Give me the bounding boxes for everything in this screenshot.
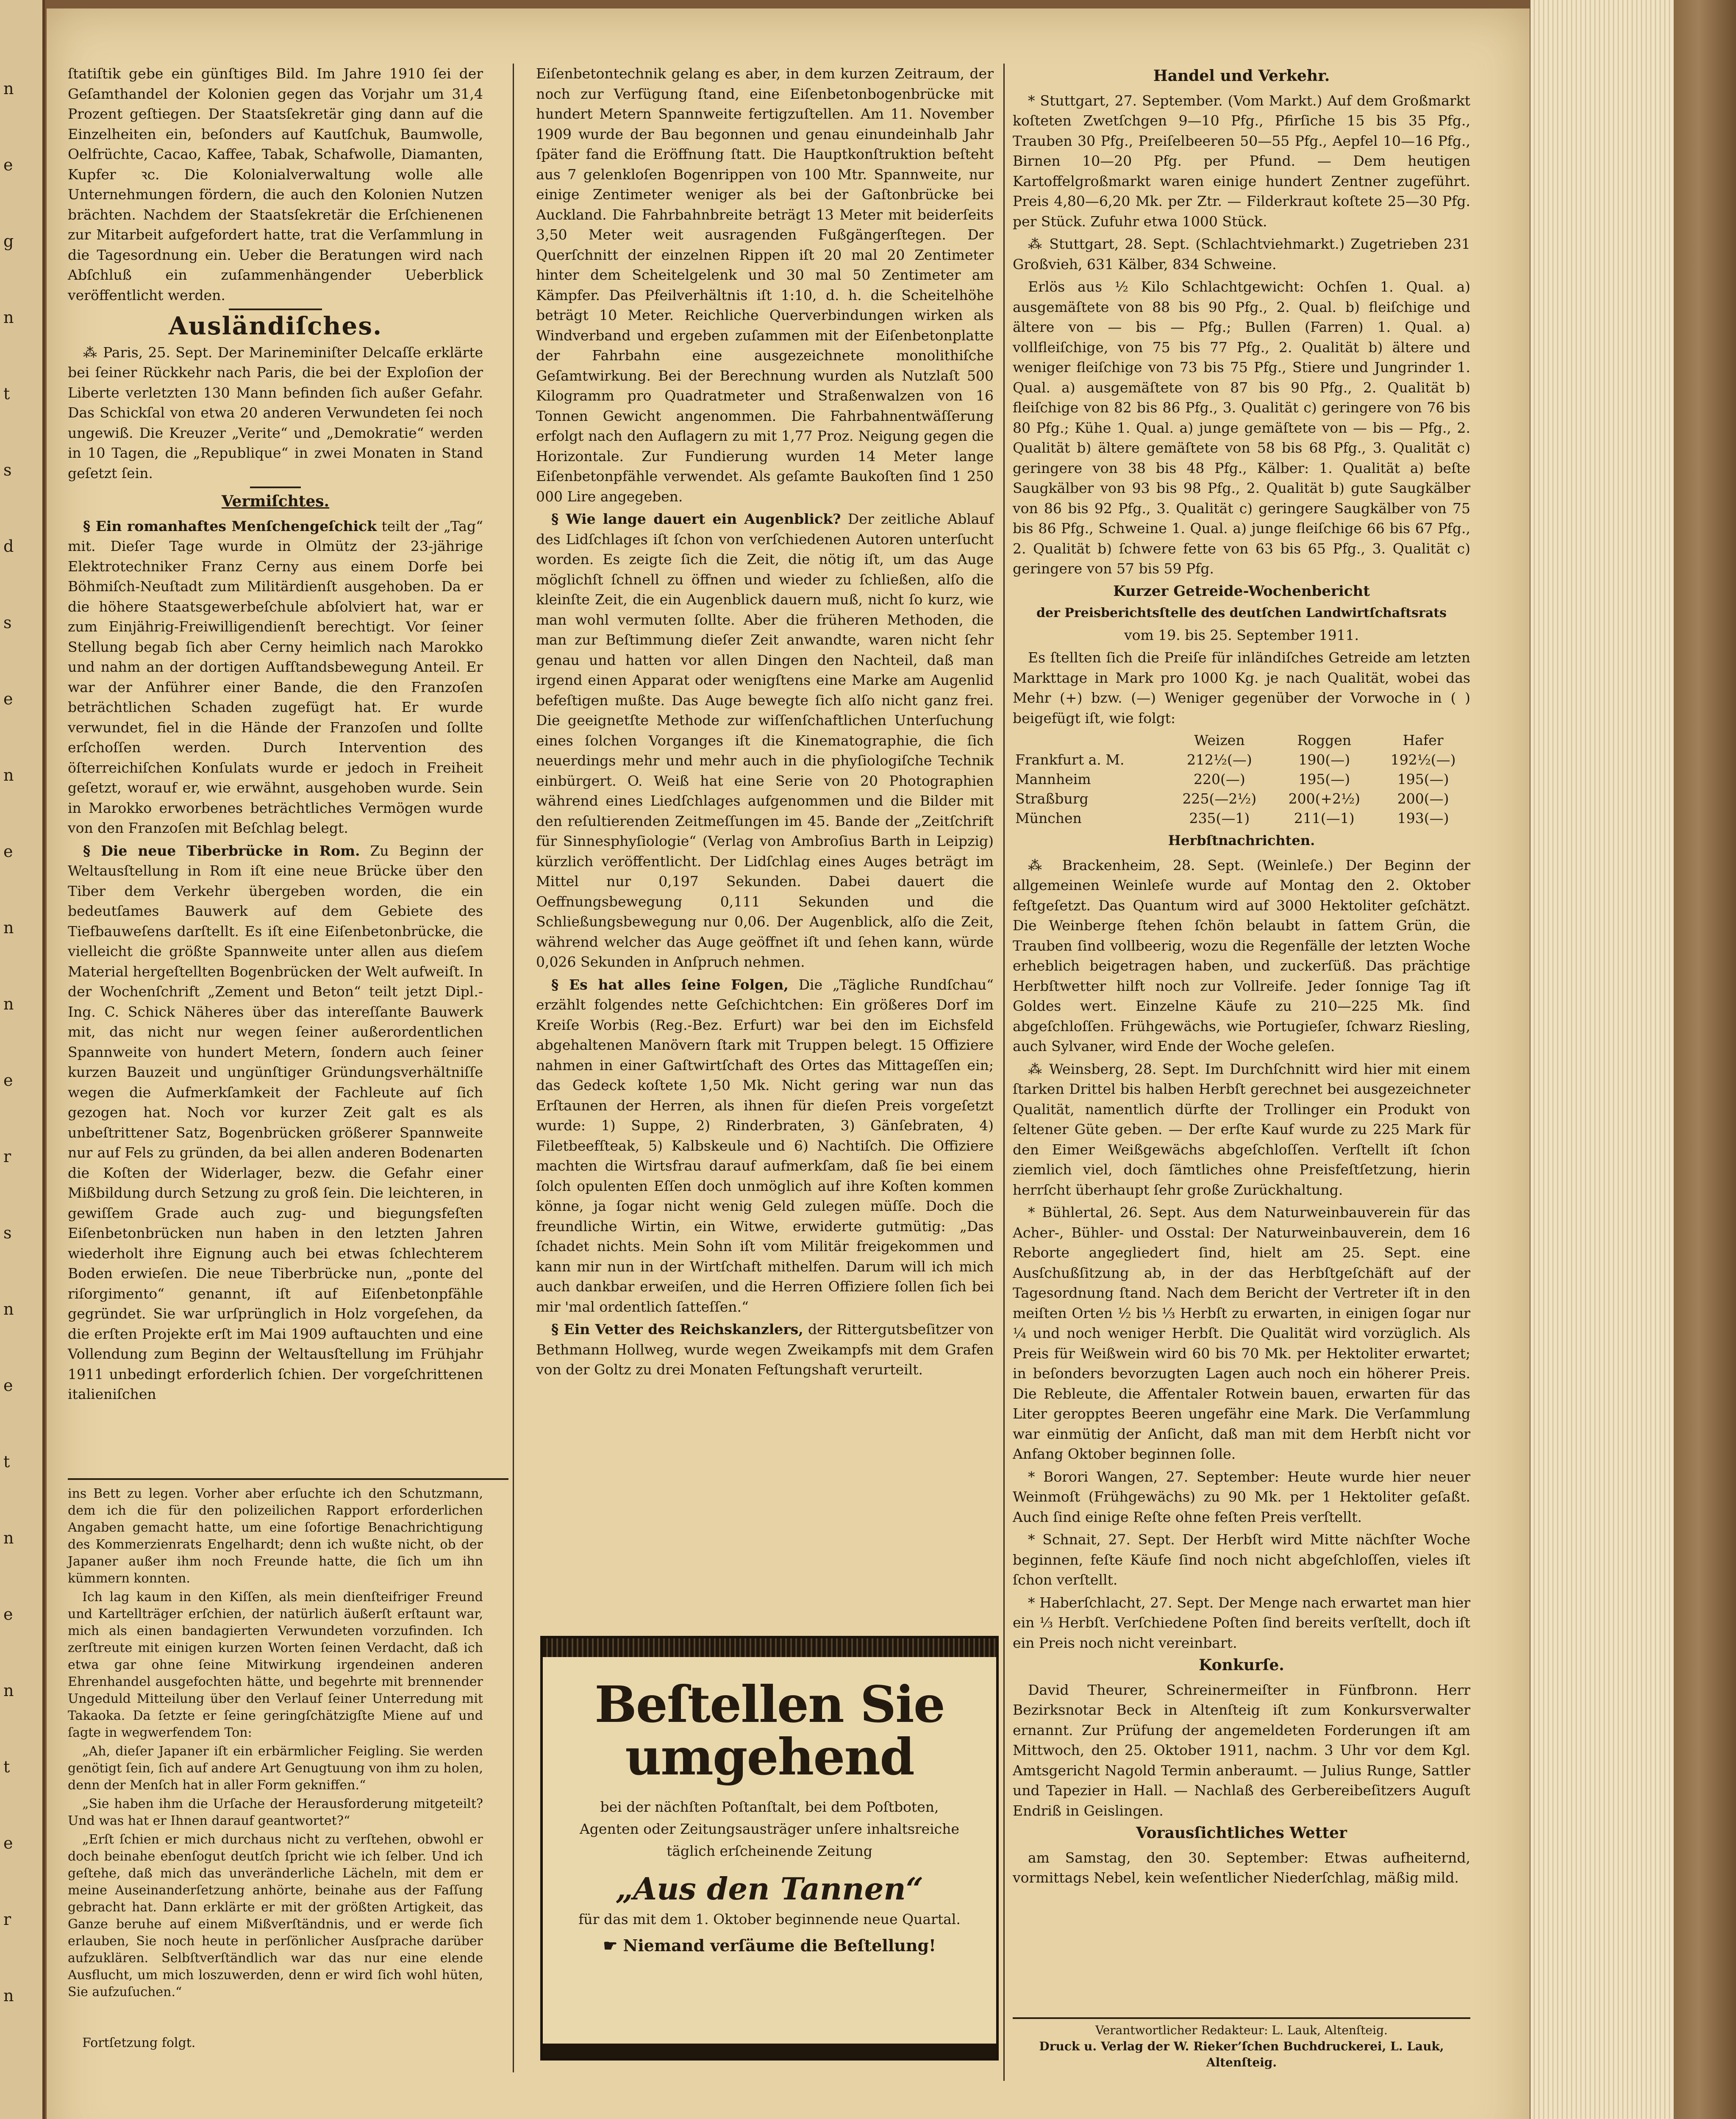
section-rule (250, 487, 301, 488)
article-wetter: am Samstag, den 30. September: Etwas aufheiternd, vormittags Nebel, kein weſentlicher Niederſchlag, mäßig mild. (1013, 1849, 1470, 1886)
grain-price: 200(—) (1397, 790, 1449, 807)
prev-page-letter: n (3, 1300, 14, 1318)
article-tiberbruecke (68, 841, 483, 1404)
ad-quarter: für das mit dem 1. Oktober beginnende neue Quartal. (578, 1910, 961, 1927)
editor-line: Verantwortlicher Redakteur: L. Lauk, Altenſteig. (1013, 2017, 1470, 2038)
novel-separator-rule (68, 1478, 508, 1480)
getreide-title: Kurzer Getreide-Wochenbericht (1113, 582, 1370, 600)
novel-paragraph: Ich lag kaum in den Kiſſen, als mein dienſteifriger Freund und Kartellträger erſchien, der natürlich äußerſt erſtaunt war, mich als einen bandagierten Verwundeten vorzufinden. Ich zerſtreute mit einigen kurzen Worten ſeinen Verdacht, daß ich etwa gar ohne ſeine Mitwirkung irgendeinen anderen Ehrenhandel ausgefochten hätte, und begehrte mit brennender Ungeduld Mitteilung über den Verlauf ſeiner Unterredung mit Takaoka. Da ſetzte er ſeine geringſchätzigſte Miene auf und ſagte in wegwerfendem Ton: (68, 1590, 483, 1740)
article-text: Der zeitliche Ablauf des Lidſchlages iſt ſchon von verſchiedenen Autoren unterſucht worden. Es zeigte ſich die Zeit, die nötig iſt, um das Auge möglichſt ſchnell zu öffnen und wieder zu ſchließen, alſo die kleinſte Zeit, die ein Augenblick dauern muß, nicht ſo kurz, wie man wohl vermuten ſollte. Aber die früheren Methoden, die man zur Beſtimmung dieſer Zeit anwandte, waren nicht ſehr genau und hatten vor allen Dingen den Nachteil, daß man irgend einen Apparat oder wenigſtens eine Marke am Augenlid befeſtigen mußte. Das Auge bewegte ſich alſo nicht ganz frei. Die geeignetſte Methode zur wiſſenſchaftlichen Unterſuchung eines ſolchen Vorganges iſt die Kinematographie, die ſich neuerdings mehr und mehr auch in die phyſiologiſche Technik einbürgert. O. Weiß hat eine Serie von 20 Photographien während eines Liedſchlages aufgenommen und die Bilder mit den reſultierenden Zeitmeſſungen im 45. Bande der „Zeitſchrift für Sinnesphyſiologie“ (Verlag von Ambroſius Barth in Leipzig) kürzlich veröffentlicht. Der Lidſchlag eines Auges beträgt im Mittel nur 0,197 Sekunden. Dabei dauert die Oeffnungsbewegung 0,111 Sekunden und die Schließungsbewegung nur 0,06. Der Augenblick, alſo die Zeit, während welcher das Auge geöffnet iſt und ſehen kann, würde 0,026 Sekunden in Anſpruch nehmen. (536, 511, 994, 970)
prev-page-letter: n (3, 918, 14, 937)
prev-page-letter: e (3, 1834, 13, 1852)
grain-city: Straßburg (1015, 790, 1089, 807)
grain-price-table (1013, 731, 1470, 828)
column-rule-1 (513, 64, 514, 2072)
section-title-herbst: Herbſtnachrichten. (1168, 832, 1315, 848)
prev-page-letter: d (3, 537, 14, 556)
section-title-vermischtes: Vermiſchtes. (221, 492, 330, 510)
grain-price: 193(—) (1397, 810, 1449, 826)
prev-page-letter: r (3, 1910, 11, 1929)
article-markt: * Stuttgart, 27. September. (Vom Markt.) Auf dem Großmarkt koſteten Zwetſchgen 9—10 Pfg., Pfirſiche 15 bis 35 Pfg., Trauben 30 Pfg., Preiſelbeeren 50—55 Pfg., Aepfel 10—16 Pfg., Birnen 10—20 Pfg. per Pfund. — Dem heutigen Kartoffelgroßmarkt waren einige hundert Zentner zugeführt. Preis 4,80—6,20 Mk. per Ztr. — Filderkraut koſtete 25—30 Pfg. per Stück. Zufuhr etwa 1000 Stück. (1013, 92, 1470, 230)
grain-col-header: Hafer (1403, 732, 1444, 748)
article-heading: § Es hat alles ſeine Folgen, (551, 976, 789, 993)
prev-page-letter: t (3, 384, 10, 403)
grain-price: 200(+2½) (1288, 790, 1360, 807)
prev-page-letter: n (3, 1986, 14, 2005)
ad-body: bei der nächſten Poſtanſtalt, bei dem Poſtboten, Agenten oder Zeitungsausträger unſere inhaltsreiche täglich erſcheinende Zeitung (579, 1798, 960, 1859)
prev-page-letter: e (3, 1605, 13, 1624)
article-text: der Rittergutsbeſitzer von Bethmann Hollweg, wurde wegen Zweikampfs mit dem Grafen von der Goltz zu drei Monaten Feſtungshaft verurteilt. (536, 1321, 994, 1378)
column-1 (68, 64, 483, 1407)
article-romanhaft (68, 516, 483, 838)
novel-paragraph: „Sie haben ihm die Urſache der Herausforderung mitgeteilt? Und was hat er Ihnen darauf geantwortet?“ (68, 1796, 483, 1828)
section-title-auslaendisches: Ausländiſches. (168, 311, 383, 340)
prev-page-letter: n (3, 308, 14, 327)
section-rule (229, 309, 322, 310)
prev-page-letter: n (3, 766, 14, 784)
getreide-date: vom 19. bis 25. September 1911. (1124, 626, 1359, 643)
prev-page-letter: s (3, 613, 12, 632)
prev-page-letter: t (3, 1757, 10, 1776)
prev-page-letter: n (3, 1681, 14, 1700)
grain-price: 212½(—) (1186, 751, 1252, 768)
article-heading: § Ein Vetter des Reichskanzlers, (551, 1321, 803, 1338)
getreide-subtitle: der Preisberichtsſtelle des deutſchen Landwirtſchaftsrats (1036, 606, 1447, 620)
ad-top-band (543, 1638, 996, 1657)
table-row (1013, 750, 1470, 770)
prev-page-letter: e (3, 1376, 13, 1395)
ad-reminder (543, 1936, 996, 1955)
ad-bottom-band (543, 2044, 996, 2058)
grain-city: Mannheim (1015, 771, 1091, 787)
prev-page-letter: s (3, 461, 12, 479)
grain-col-header: Roggen (1297, 732, 1352, 748)
article-konkurse: David Theurer, Schreinermeiſter in Fünfbronn. Herr Bezirksnotar Beck in Altenſteig iſt zum Konkursverwalter ernannt. Zur Prüfung der angemeldeten Forderungen iſt am Mittwoch, den 25. Oktober 1911, nachm. 3 Uhr vor dem Kgl. Amtsgericht Nagold Termin anberaumt. — Julius Runge, Sattler und Tapezier in Hall. — Nachlaß des Gerbereibeſitzers Auguſt Endriß in Geislingen. (1013, 1681, 1470, 1819)
article-heading: § Wie lange dauert ein Augenblick? (551, 511, 841, 527)
section-title-konkurse: Konkurſe. (1199, 1656, 1284, 1674)
column-rule-2 (1003, 64, 1005, 2081)
grain-price: 211(—1) (1294, 810, 1355, 826)
article-heading: § Ein romanhaftes Menſchengeſchick (83, 517, 377, 534)
article-erloes: Erlös aus ½ Kilo Schlachtgewicht: Ochſen 1. Qual. a) ausgemäſtete von 88 bis 90 Pfg., 2. Qual. b) fleiſchige und ältere von — bis — Pfg.; Bullen (Farren) 1. Qual. a) vollfleiſchige, von 75 bis 77 Pfg., 2. Qualität b) ältere und weniger fleiſchige von 73 bis 75 Pfg., Stiere und Jungrinder 1. Qual. a) ausgemäſtete von 87 bis 90 Pfg., 2. Qualität b) fleiſchige von 82 bis 86 Pfg., 3. Qualität c) geringere von 76 bis 80 Pfg.; Kühe 1. Qual. a) junge gemäſtete von — bis — Pfg., 2. Qualität b) ältere gemäſtete von 58 bis 68 Pfg., 3. Qualität c) geringere von 38 bis 48 Pfg., Kälber: 1. Qualität a) beſte Saugkälber von 93 bis 98 Pfg., 2. Qualität b) gute Saugkälber von 86 bis 92 Pfg., 3. Qualität c) geringere Saugkälber von 75 bis 86 Pfg., Schweine 1. Qual. a) junge fleiſchige 66 bis 67 Pfg., 2. Qualität b) ſchwere fette von 63 bis 65 Pfg., 3. Qualität c) geringere von 57 bis 59 Pfg. (1013, 278, 1470, 577)
article-schnait: * Schnait, 27. Sept. Der Herbſt wird Mitte nächſter Woche beginnen, feſte Käufe ſind noch nicht abgeſchloſſen, vieles iſt ſchon verſtellt. (1013, 1531, 1470, 1588)
binding-edge (1674, 0, 1736, 2119)
article-tiberbruecke-cont: Eiſenbetontechnik gelang es aber, in dem kurzen Zeitraum, der noch zur Verfügung ſtand, eine Eiſenbetonbogenbrücke mit hundert Metern Spannweite fertigzuſtellen. Am 11. November 1909 wurde der Bau begonnen und genau einundeinhalb Jahr ſpäter fand die Eröffnung ſtatt. Die Hauptkonſtruktion beſteht aus 7 gelenkloſen Bogenrippen von 100 Mtr. Spannweite, nur einige Zentimeter weniger als bei der Gaſtonbrücke bei Auckland. Die Fahrbahnbreite beträgt 13 Meter mit beiderſeits 3,50 Meter weit ausragenden Fußgängerſtegen. Der Querſchnitt der einzelnen Rippen iſt 20 mal 20 Zentimeter hinter dem Scheitelgelenk und 30 mal 50 Zentimeter am Kämpfer. Das Pfeilverhältnis iſt 1:10, d. h. die Scheitelhöhe beträgt 10 Meter. Reichliche Querverbindungen wirken als Windverband und ergeben zuſammen mit der Eiſenbetonplatte der Fahrbahn eine ausgezeichnete monolithiſche Geſamtwirkung. Bei der Berechnung wurden als Nutzlaſt 500 Kilogramm pro Quadratmeter und Straßenwalzen von 16 Tonnen Gewicht angenommen. Die Fahrbahnentwäſſerung erfolgt nach den Auflagern zu mit 1,77 Proz. Neigung gegen die Horizontale. Zur Fundierung wurden 14 Meter lange Eiſenbetonpfähle verwendet. Als geſamte Baukoſten ſind 1 250 000 Lire angegeben. (536, 65, 994, 505)
prev-page-letter: n (3, 995, 14, 1013)
prev-page-letter: n (3, 79, 14, 98)
prev-page-letter: r (3, 1147, 11, 1166)
article-text: Die „Tägliche Rundſchau“ erzählt folgendes nette Geſchichtchen: Ein größeres Dorf im Kreiſe Worbis (Reg.-Bez. Erfurt) war bei den im Eichsfeld abgehaltenen Manövern ſtark mit Truppen belegt. 15 Offiziere nahmen in einer Gaſtwirtſchaft des Ortes das Mittageſſen ein; das Gedeck koſtete 1,50 Mk. Nicht gering war nun das Erſtaunen der Herren, als ihnen für dieſen Preis vorgeſetzt wurde: 1) Suppe, 2) Rinderbraten, 3) Gänſebraten, 4) Filetbeefſteak, 5) Kalbskeule und 6) Nachtiſch. Die Offiziere machten die Wirtsfrau darauf aufmerkſam, daß ſie bei einem ſolch opulenten Eſſen doch unmöglich auf ihre Koſten kommen könne, ja ſogar nicht wenig Geld zulegen müſſe. Doch die freundliche Wirtin, ein Witwe, erwiderte gutmütig: „Das ſchadet nichts. Mein Sohn iſt vom Militär freigekommen und kann mir nun in der Wirtſchaft mithelfen. Darum will ich mich auch dankbar erweiſen, und die Herren Offiziere ſollen ſich bei mir 'mal ordentlich ſatteſſen.“ (536, 976, 994, 1315)
printer-line: Druck u. Verlag der W. Rieker’ſchen Buchdruckerei, L. Lauk, Altenſteig. (1039, 2039, 1444, 2069)
imprint-footer (1013, 2017, 1470, 2071)
grain-price: 192½(—) (1390, 751, 1456, 768)
previous-page-edge (0, 0, 45, 2119)
article-buehlertal: * Bühlertal, 26. Sept. Aus dem Naturweinbauverein für das Acher-, Bühler- und Osstal: Der Naturweinbauverein, dem 16 Reborte angegliedert ſind, hielt am 25. Sept. eine Ausſchußſitzung ab, in der das Herbſtgeſchäft auf der Tagesordnung ſtand. Nach dem Bericht der Vertreter iſt in den meiſten Orten ½ bis ⅓ Herbſt zu erwarten, in einigen ſogar nur ¼ und noch weniger Herbſt. Die Qualität wird vorzüglich. Als Preis für Weißwein wird 60 bis 70 Mk. per Hektoliter erwartet; in beſonders bevorzugten Lagen auch noch ein höherer Preis. Die Rebleute, die Affentaler Rotwein bauen, erwarten für das Liter geropptes Beeren ungefähr eine Mark. Die Verſammlung war einmütig der Anſicht, daß man mit dem Herbſt nicht vor Anfang Oktober beginnen ſolle. (1013, 1204, 1470, 1462)
subscription-advertisement (540, 1636, 999, 2061)
grain-col-header (1013, 731, 1166, 750)
article-wangen: * Borori Wangen, 27. September: Heute wurde hier neuer Weinmoſt (Frühgewächs) zu 90 Mk. per 1 Hektoliter geſaßt. Auch ſind einige Reſte ohne feſten Preis verſtellt. (1013, 1468, 1470, 1525)
article-text: Zu Beginn der Weltausſtellung in Rom iſt eine neue Brücke über den Tiber dem Verkehr übergeben worden, die ein bedeutſames Bauwerk auf dem Gebiete des Tiefbauweſens darſtellt. Es iſt eine Eiſenbetonbrücke, die vielleicht die größte Spannweite unter allen aus dieſem Material hergeſtellten Bogenbrücken der Welt aufweiſt. In der Wochenſchrift „Zement und Beton“ teilt jetzt Dipl.-Ing. C. Schick Näheres über das intereſſante Bauwerk mit, das nicht nur wegen ſeiner außerordentlichen Spannweite von hundert Metern, ſondern auch ſeiner kurzen Bauzeit und ungünſtiger Gründungsverhältniſſe wegen die Aufmerkſamkeit der Fachleute auf ſich gezogen hat. Noch vor kurzer Zeit galt es als unbeſtrittener Satz, Bogenbrücken größerer Spannweite nur auf Fels zu gründen, da bei allen anderen Bodenarten die Koſten der Widerlager, bezw. die Gefahr einer Mißbildung durch Setzung zu groß ſein. Die leichteren, in gewiſſem Grade auch zug- und biegungsfeſten Eiſenbetonbrücken nun haben in den letzten Jahren wiederholt ihre Eignung auch bei etwas ſchlechterem Boden erwieſen. Die neue Tiberbrücke nun, „ponte del riſorgimento“ genannt, iſt auf Eiſenbetonpfähle gegründet. Sie war urſprünglich in Holz vorgeſehen, da die erſten Projekte erſt im Mai 1909 auftauchten und eine Vollendung zum Beginn der Weltausſtellung im Frühjahr 1911 unbedingt erforderlich ſchien. Der vorgeſchrittenen italieniſchen (68, 842, 483, 1402)
article-paris: ⁂ Paris, 25. Sept. Der Marineminiſter Delcaſſe erklärte bei ſeiner Rückkehr nach Paris, die bei der Exploſion der Liberte verletzten 130 Mann befinden ſich außer Gefahr. Das Schickſal von etwa 20 anderen Verwundeten ſei noch ungewiß. Die Kreuzer „Verite“ und „Demokratie“ werden in 10 Tagen, die „Republique“ in zwei Monaten in Stand geſetzt ſein. (68, 344, 483, 481)
novel-paragraph: ins Bett zu legen. Vorher aber erſuchte ich den Schutzmann, dem ich die für den polizeilichen Rapport erforderlichen Angaben gemacht hatte, um eine ſofortige Benachrichtigung des Kommerzienrats Engelhardt; denn ich wußte nicht, ob der Japaner außer ihm noch Freunde hatte, die ſich um ihn kümmern konnten. (68, 1486, 483, 1586)
serial-novel (68, 1485, 483, 2053)
table-row (1013, 789, 1470, 809)
article-text: teilt der „Tag“ mit. Dieſer Tage wurde in Olmütz der 23-jährige Elektrotechniker Franz Cerny aus einem Dorfe bei Böhmiſch-Neuſtadt zum Militärdienſt ausgehoben. Da er die höhere Staatsgewerbeſchule abſolviert hat, war er zum Einjährig-Freiwilligendienſt berechtigt. Vor ſeiner Stellung begab ſich aber Cerny heimlich nach Marokko und nahm an der dortigen Aufſtandsbewegung Anteil. Er war der Anführer einer Bande, die den Franzoſen beträchtlichen Schaden zugefügt hat. Er wurde verwundet, fiel in die Hände der Franzoſen und ſollte erſchoſſen werden. Durch Intervention des öſterreichiſchen Konſulats wurde er jedoch in Freiheit geſetzt, worauf er, wie erwähnt, ausgehoben wurde. Sein in Marokko erworbenes beträchtliches Vermögen wurde von den Franzoſen mit Beſchlag belegt. (68, 517, 483, 836)
grain-price: 235(—1) (1189, 810, 1250, 826)
article-heading: § Die neue Tiberbrücke in Rom. (83, 842, 360, 859)
prev-page-letter: e (3, 1071, 13, 1090)
novel-paragraph: „Ah, dieſer Japaner iſt ein erbärmlicher Feigling. Sie werden genötigt ſein, ſich auf andere Art Genugtuung von ihm zu holen, denn der Menſch hat in aller Form gekniffen.“ (68, 1744, 483, 1793)
article-brackenheim: ⁂ Brackenheim, 28. Sept. (Weinleſe.) Der Beginn der allgemeinen Weinleſe wurde auf Montag den 2. Oktober feſtgeſetzt. Das Quantum wird auf 3000 Hektoliter geſchätzt. Die Weinberge ſtehen ſchön belaubt in ſattem Grün, die Trauben ſind vollbeerig, wozu die Regenfälle der letzten Woche erheblich beigetragen haben, und zuckerſüß. Das prächtige Herbſtwetter hilft noch zur Vollreife. Jeder ſonnige Tag iſt Goldes wert. Einzelne Käufe zu 210—225 Mk. ſind abgeſchloſſen. Frühgewächs, wie Portugieſer, ſchwarz Riesling, auch Sylvaner, wird Ende der Woche geleſen. (1013, 856, 1470, 1054)
ad-newspaper-name: „Aus den Tannen“ (615, 1870, 924, 1907)
article-folgen (536, 975, 994, 1317)
grain-city: München (1015, 810, 1082, 826)
prev-page-letter: n (3, 1529, 14, 1547)
article-augenblick (536, 509, 994, 972)
grain-city: Frankfurt a. M. (1015, 751, 1125, 768)
ad-reminder-text: Niemand verſäume die Beſtellung! (623, 1935, 936, 1955)
grain-price: 225(—2½) (1182, 790, 1257, 807)
ad-title: Beſtellen Sie umgehend (594, 1675, 944, 1786)
column-3 (1013, 64, 1470, 1891)
grain-table-header (1013, 731, 1470, 750)
grain-price: 220(—) (1193, 771, 1245, 787)
article-haberschlacht: * Haberſchlacht, 27. Sept. Der Menge nach erwartet man hier ein ⅓ Herbſt. Verſchiedene Poſten ſind bereits verſtellt, doch iſt ein Preis noch nicht vereinbart. (1013, 1594, 1470, 1651)
article-schlachtvieh: ⁂ Stuttgart, 28. Sept. (Schlachtviehmarkt.) Zugetrieben 231 Großvieh, 631 Kälber, 834 Schweine. (1013, 236, 1470, 273)
prev-page-letter: e (3, 690, 13, 708)
prev-page-letter: g (3, 232, 14, 250)
grain-price: 195(—) (1397, 771, 1449, 787)
prev-page-letter: s (3, 1224, 12, 1242)
getreide-intro: Es ſtellten ſich die Preiſe für inländiſches Getreide am letzten Markttage in Mark pro 1000 Kg. je nach Qualität, wobei das Mehr (+) bzw. (—) Weniger gegenüber der Vorwoche in ( ) beigefügt iſt, wie folgt: (1013, 649, 1470, 726)
column-2 (536, 64, 994, 1382)
section-title-wetter: Vorausſichtliches Wetter (1136, 1824, 1347, 1842)
prev-page-letter: e (3, 842, 13, 861)
table-row (1013, 809, 1470, 828)
section-title-handel: Handel und Verkehr. (1153, 67, 1330, 85)
table-row (1013, 770, 1470, 789)
continuation-note: Fortſetzung folgt. (82, 2036, 196, 2050)
prev-page-letter: e (3, 156, 13, 174)
grain-price: 195(—) (1298, 771, 1350, 787)
article-vetter (536, 1319, 994, 1380)
grain-price: 190(—) (1298, 751, 1350, 768)
article-colonies-end: ſtatiſtik gebe ein günſtiges Bild. Im Jahre 1910 ſei der Geſamthandel der Kolonien gegen das Vorjahr um 31,4 Prozent geſtiegen. Der Staatsſekretär ging dann auf die Einzelheiten ein, beſonders auf Kautſchuk, Baumwolle, Oelfrüchte, Cacao, Kaffee, Tabak, Schafwolle, Diamanten, Kupfer ꝛc. Die Kolonialverwaltung wolle alle Unternehmungen fördern, die auch den Kolonien Nutzen brächten. Nachdem der Staatsſekretär die Erſchienenen zur Mitarbeit aufgefordert hatte, trat die Verſammlung in die Tagesordnung ein. Ueber die Beratungen wird nach Abſchluß ein zuſammenhängender Ueberblick veröffentlicht werden. (68, 65, 483, 303)
prev-page-letter: t (3, 1452, 10, 1471)
article-weinsberg: ⁂ Weinsberg, 28. Sept. Im Durchſchnitt wird hier mit einem ſtarken Drittel bis halben Herbſt gerechnet bei ausgezeichneter Qualität, namentlich dürfte der Trollinger ein Produkt von ſeltener Güte geben. — Der erſte Kauf wurde zu 225 Mark für den Eimer Weißgewächs abgeſchloſſen. Verſtellt iſt ſchon ziemlich viel, doch ſämtliches ohne Preisfeſtſetzung, hierin herrſcht überhaupt ſehr große Zurückhaltung. (1013, 1060, 1470, 1198)
grain-col-header: Weizen (1194, 732, 1245, 748)
pointing-hand-icon: ☛ (603, 1935, 618, 1955)
novel-paragraph: „Erſt ſchien er mich durchaus nicht zu verſtehen, obwohl er doch beinahe ebenſogut deutſch ſpricht wie ich ſelber. Und ich geſtehe, daß mich das unveränderliche Lächeln, mit dem er meine Auseinanderſetzung anhörte, beinahe aus der Faſſung gebracht hat. Dann erklärte er mit der größten Artigkeit, das Ganze beruhe auf einem Mißverſtändnis, und er werde ſich erlauben, Sie noch heute in perſönlicher Ausſprache darüber aufzuklären. Selbſtverſtändlich war das nur eine elende Ausflucht, um mich loszuwerden, denn er wird ſich wohl hüten, Sie aufzuſuchen.“ (68, 1832, 483, 1999)
